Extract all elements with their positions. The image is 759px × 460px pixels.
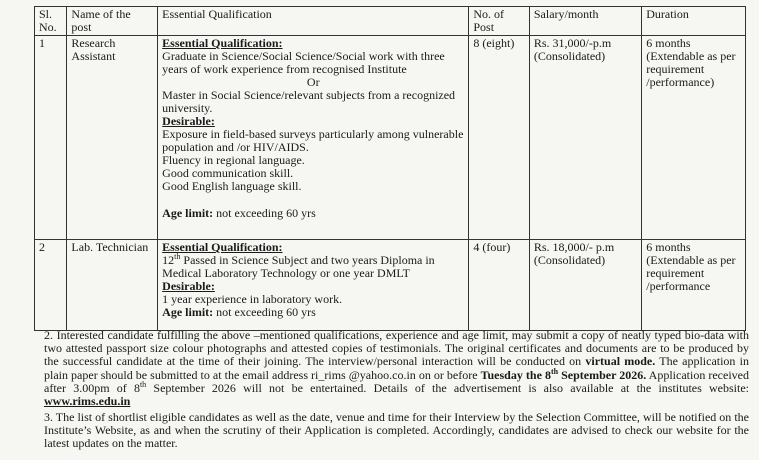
desirable-item: Fluency in regional language. — [162, 153, 305, 167]
row-post-name: Research Assistant — [67, 36, 158, 240]
row-sl: 1 — [35, 36, 67, 240]
website-link[interactable]: www.rims.edu.in — [44, 394, 131, 409]
row-qualification — [158, 36, 469, 240]
age-limit-value: not exceeding 60 yrs — [216, 206, 316, 220]
age-limit — [162, 306, 464, 319]
header-post-name: Name of the post — [67, 7, 158, 36]
posts-table — [34, 6, 746, 331]
desirable-item: Good English language skill. — [162, 179, 302, 193]
essential-item: Graduate in Science/Social Science/Social work with three years of work experience from recognised Institute — [162, 49, 445, 76]
header-qualification: Essential Qualification — [158, 7, 469, 36]
table-row — [35, 36, 746, 240]
header-sl-no: Sl. No. — [35, 7, 67, 36]
row-no-of-post: 8 (eight) — [469, 36, 530, 240]
table-header-row — [35, 7, 746, 36]
row-sl: 2 — [35, 240, 67, 331]
essential-item: 12th Passed in Science Subject and two years Diploma in Medical Laboratory Technology or one year DMLT — [162, 252, 435, 280]
age-limit-label: Age limit: — [162, 305, 214, 319]
row-no-of-post: 4 (four) — [469, 240, 530, 331]
header-no-of-post: No. of Post — [469, 7, 530, 36]
header-duration: Duration — [642, 7, 746, 36]
desirable-item: Good communication skill. — [162, 166, 294, 180]
desirable-heading: Desirable: — [162, 114, 215, 128]
desirable-item: Exposure in field-based surveys particularly among vulnerable population and /or HIV/AIDS. — [162, 127, 464, 154]
row-post-name: Lab. Technician — [67, 240, 158, 331]
age-limit-value: not exceeding 60 yrs — [216, 305, 316, 319]
table-row — [35, 240, 746, 331]
row-qualification — [158, 240, 469, 331]
row-salary: Rs. 31,000/-p.m (Consolidated) — [529, 36, 641, 240]
desirable-heading: Desirable: — [162, 279, 215, 293]
desirable-item: 1 year experience in laboratory work. — [162, 292, 343, 306]
essential-item: Master in Social Science/relevant subjects from a recognized university. — [162, 88, 456, 115]
age-limit-label: Age limit: — [162, 206, 214, 220]
paragraph-application-instructions: 2. Interested candidate fulfilling the above –mentioned qualifications, experience and age limit, may submit a copy of neatly typed bio-data with two attested passport size colour photographs and attested copies of testimonials. The original certificates and documents are to be produced by the successful candidate at the time of their joining. The interview/personal interaction will be conducted on virtual mode. The application in plain paper should be submitted to at the email address ri_rims @yahoo.co.in on or before Tuesday the 8th September 2026. Application received after 3.00pm of 8th September 2026 will not be entertained. Details of the advertisement is also available at the institutes website: www.rims.edu.in — [44, 328, 750, 409]
header-salary: Salary/month — [529, 7, 641, 36]
row-salary: Rs. 18,000/- p.m (Consolidated) — [529, 240, 641, 331]
row-duration: 6 months (Extendable as per requirement /performance — [642, 240, 746, 331]
essential-heading: Essential Qualification: — [162, 36, 283, 50]
or-separator: Or — [306, 75, 320, 89]
essential-heading: Essential Qualification: — [162, 240, 283, 254]
age-limit — [162, 207, 464, 220]
row-duration: 6 months (Extendable as per requirement /performance) — [642, 36, 746, 240]
paragraph-shortlist-notice: 3. The list of shortlist eligible candidates as well as the date, venue and time for their Interview by the Selection Committee, will be notified on the Institute’s Website, as and when the scrutiny of their Application is completed. Accordingly, candidates are advised to check our website for the latest updates on the matter. — [44, 410, 749, 451]
